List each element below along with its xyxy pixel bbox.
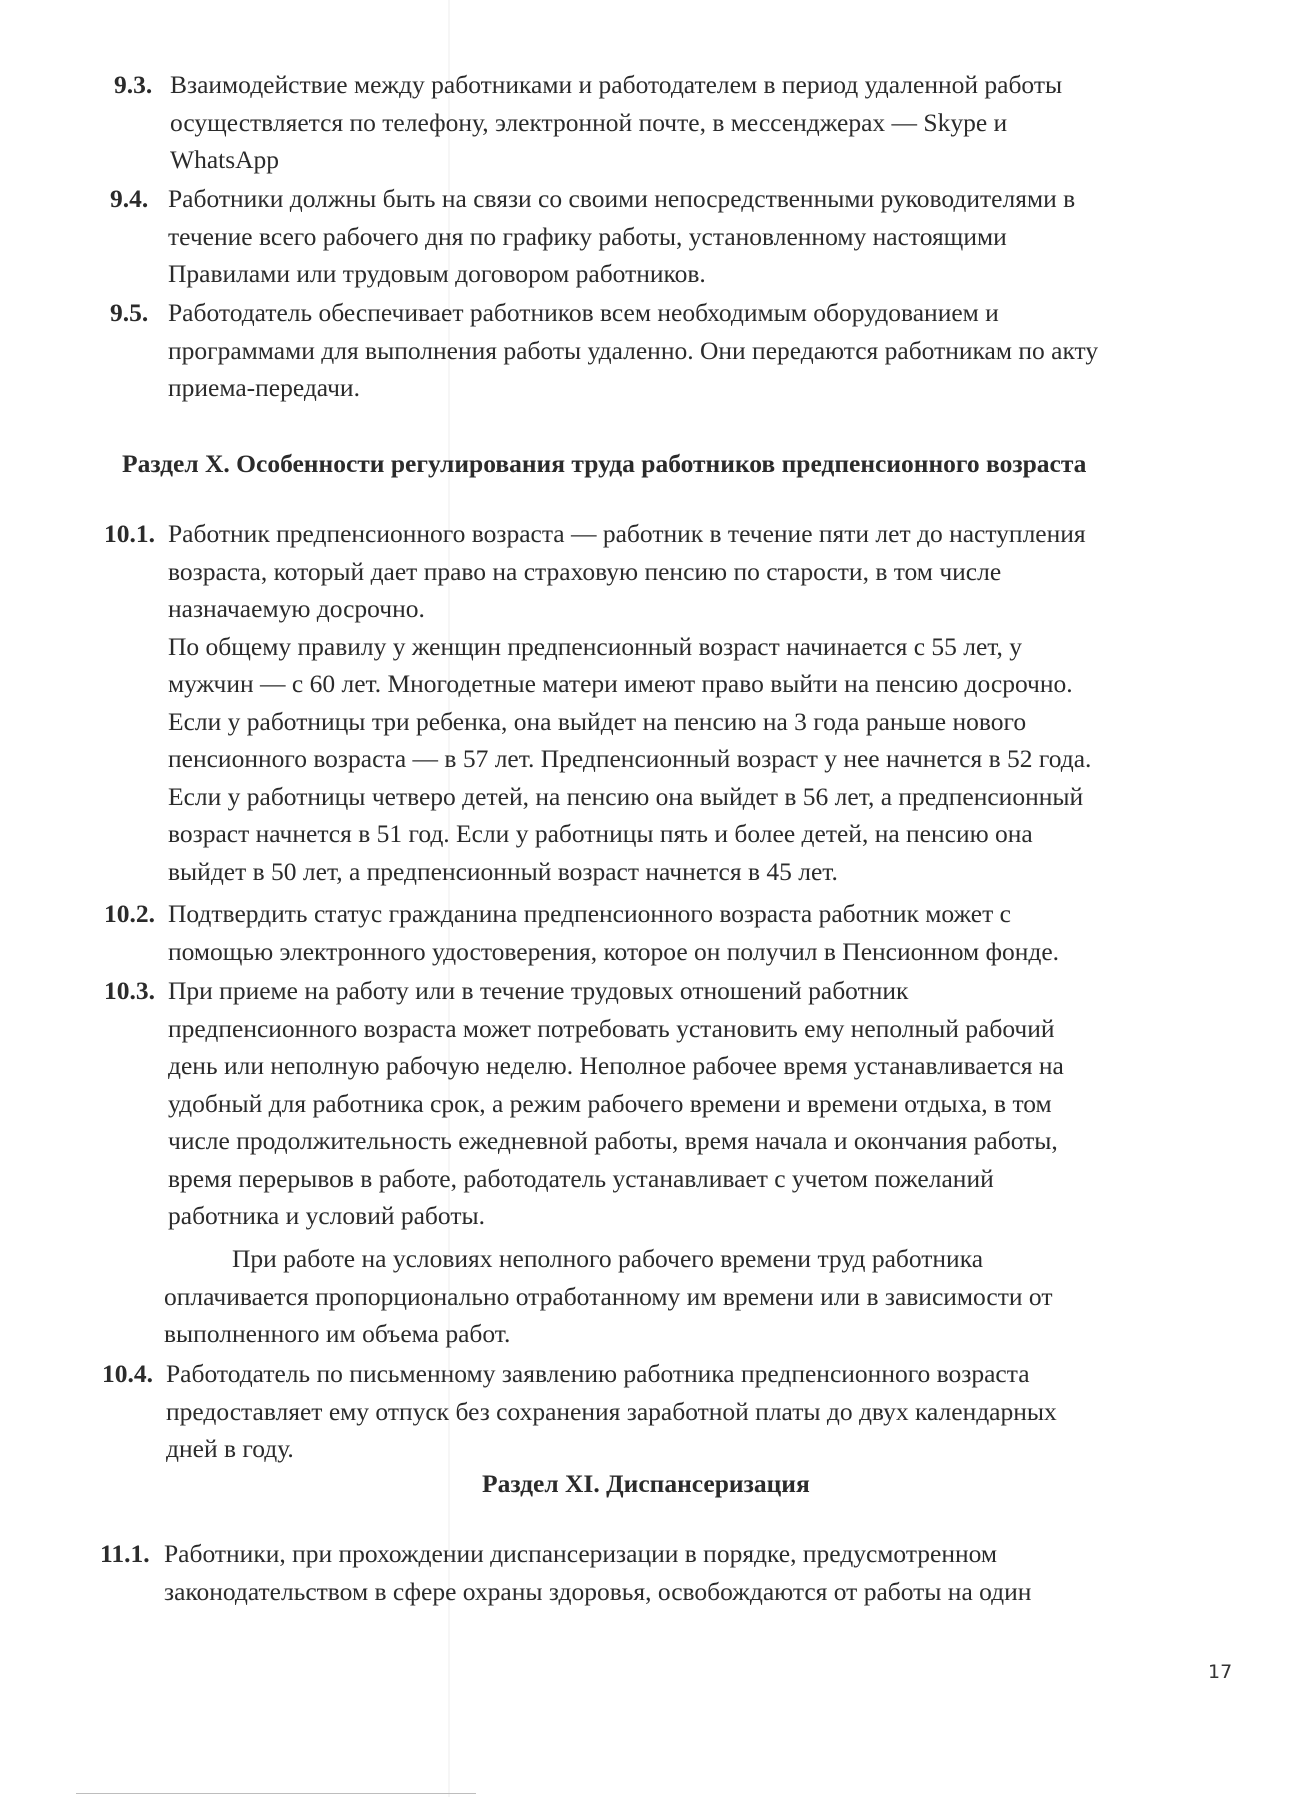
text-line: приема-передачи. [168,373,360,402]
text-line: При работе на условиях неполного рабочего времени труд работника [232,1244,984,1273]
text-line: Если у работницы три ребенка, она выйдет на пенсию на 3 года раньше нового [168,706,1027,736]
text-line: возраст начнется в 51 год. Если у работницы пять и более детей, на пенсию она [168,819,1033,848]
text-line: Работники должны быть на связи со своими непосредственными руководителями в [168,184,1076,213]
text-line: Работник предпенсионного возраста — работник в течение пяти лет до наступления [168,519,1086,548]
text-line: выполненного им объема работ. [164,1319,511,1348]
clause-number: 9.5. [110,298,149,327]
text-line: возраста, который дает право на страховую пенсию по старости, в том числе [168,556,1002,586]
clause-number: 10.4. [102,1359,153,1388]
text-line: выйдет в 50 лет, а предпенсионный возраст начнется в 45 лет. [168,856,838,886]
text-line: работника и условий работы. [168,1201,485,1230]
text-line: время перерывов в работе, работодатель устанавливает с учетом пожеланий [168,1163,994,1193]
text-line: Правилами или трудовым договором работников. [168,259,706,288]
text-line: пенсионного возраста — в 57 лет. Предпенсионный возраст у нее начнется в 52 года. [168,744,1092,773]
clause-number: 10.3. [104,976,155,1005]
clause-10-3-paragraph [164,1240,1052,1353]
page-number: 17 [1208,1661,1233,1683]
text-line: программами для выполнения работы удаленно. Они передаются работникам по акту [168,335,1099,365]
clause-text [170,66,1062,179]
text-line: предпенсионного возраста может потребовать установить ему неполный рабочий [168,1013,1055,1043]
clause-text [166,1355,1057,1468]
text-line: Взаимодействие между работниками и работодателем в период удаленной работы [170,70,1063,99]
text-line: течение всего рабочего дня по графику работы, установленному настоящими [168,221,1007,251]
text-line: числе продолжительность ежедневной работы, время начала и окончания работы, [168,1126,1058,1155]
clause-number: 10.1. [104,519,155,548]
clause-number: 11.1. [100,1539,150,1568]
section-heading-x: Раздел X. Особенности регулирования труда работников предпенсионного возраста [122,449,1087,478]
text-line: день или неполную рабочую неделю. Неполное рабочее время устанавливается на [168,1051,1064,1080]
text-line: оплачивается пропорционально отработанному им времени или в зависимости от [164,1281,1053,1311]
text-line: Работодатель обеспечивает работников всем необходимым оборудованием и [168,298,999,327]
text-line: законодательством в сфере охраны здоровья, освобождаются от работы на один [164,1576,1032,1606]
text-line: По общему правилу у женщин предпенсионный возраст начинается с 55 лет, у [168,631,1023,661]
text-line: осуществляется по телефону, электронной почте, в мессенджерах — Skype и [170,107,1008,137]
clause-text [168,972,1064,1235]
text-line: дней в году. [166,1434,294,1463]
text-line: Работники, при прохождении диспансеризации в порядке, предусмотренном [164,1539,998,1568]
text-line: Работодатель по письменному заявлению работника предпенсионного возраста [166,1359,1030,1388]
clause-text [168,895,1059,970]
clause-number: 10.2. [104,899,155,928]
footer-rule [76,1793,476,1794]
text-line: При приеме на работу или в течение трудовых отношений работник [168,976,909,1005]
text-line: Подтвердить статус гражданина предпенсионного возраста работник может с [168,899,1011,928]
clause-number: 9.3. [114,70,153,99]
clause-text [168,294,1098,407]
text-line: Если у работницы четверо детей, на пенсию она выйдет в 56 лет, а предпенсионный [168,781,1084,811]
clause-number: 9.4. [110,184,149,213]
clause-text [164,1535,1031,1610]
text-line: удобный для работника срок, а режим рабочего времени и времени отдыха, в том [168,1088,1052,1118]
text-line: предоставляет ему отпуск без сохранения заработной платы до двух календарных [166,1396,1057,1426]
clause-text [168,180,1075,293]
text-line: мужчин — с 60 лет. Многодетные матери имеют право выйти на пенсию досрочно. [168,669,1073,698]
text-line: назначаемую досрочно. [168,594,425,623]
text-line: WhatsApp [170,145,280,174]
clause-text [168,515,1091,890]
text-line: помощью электронного удостоверения, которое он получил в Пенсионном фонде. [168,936,1060,966]
section-heading-xi: Раздел XI. Диспансеризация [482,1469,810,1498]
